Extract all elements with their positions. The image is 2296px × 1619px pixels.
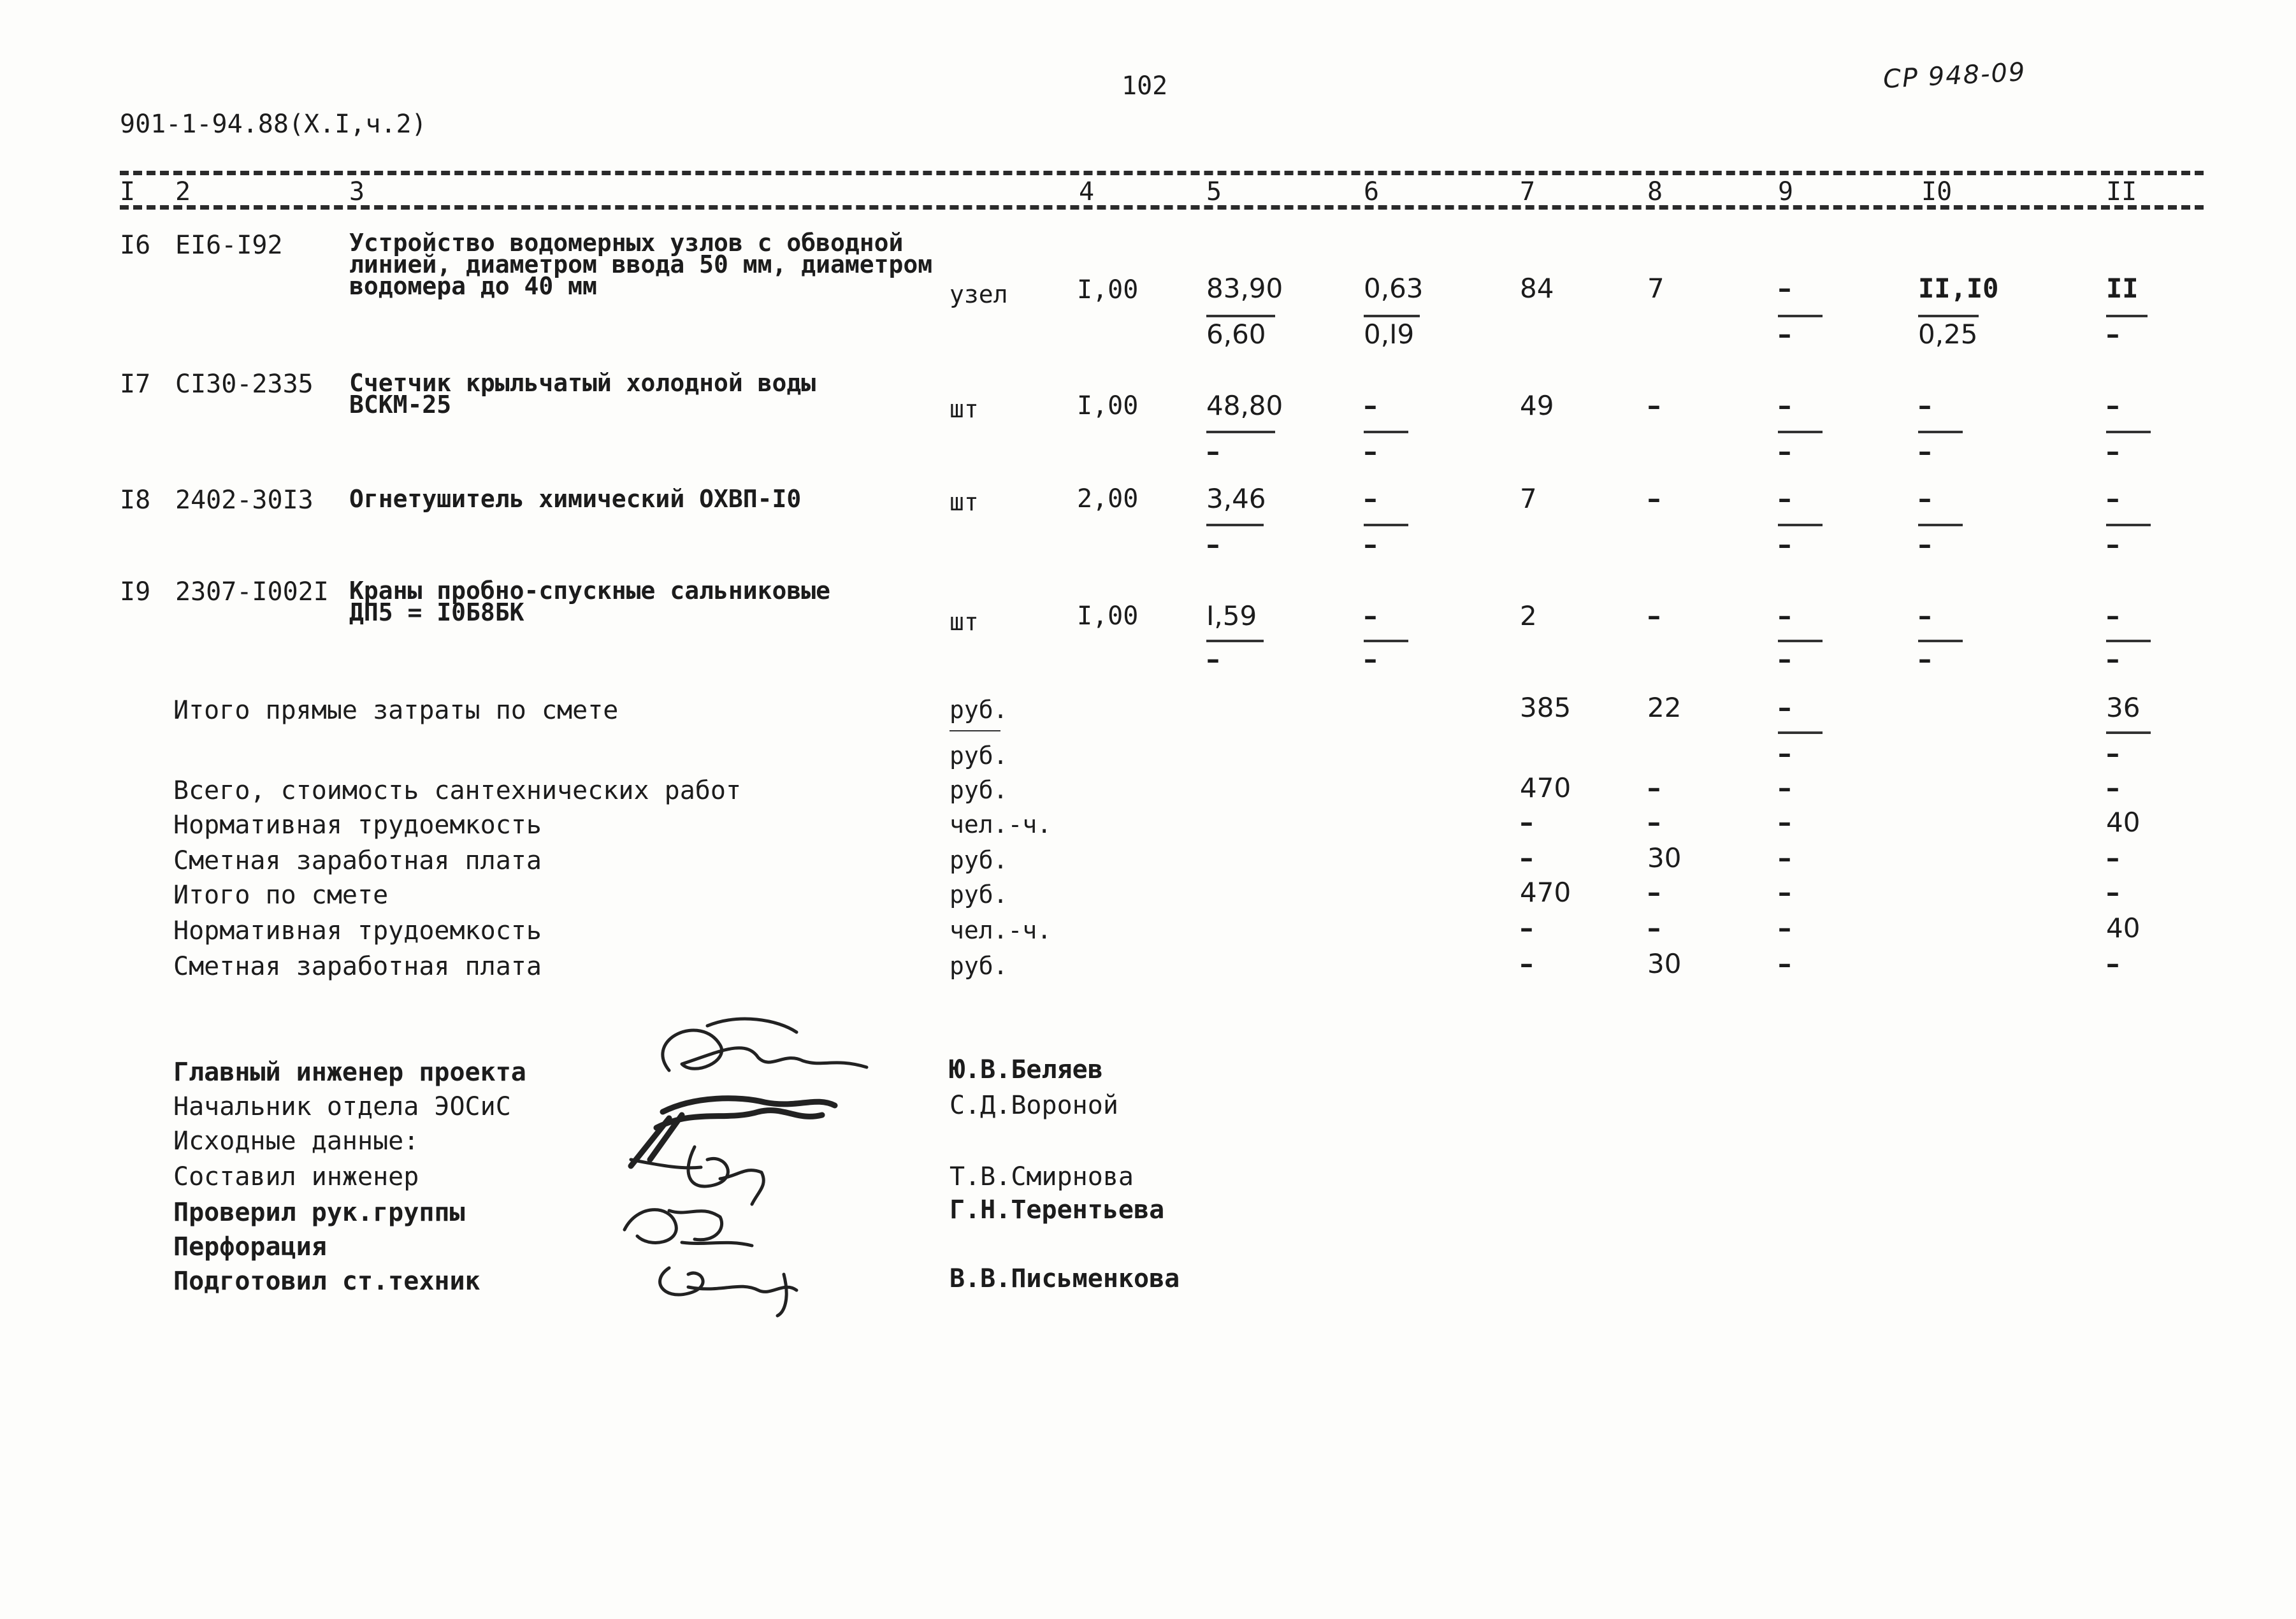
machine-wage: – bbox=[1364, 529, 1377, 560]
totals-col7: – bbox=[1520, 842, 1533, 874]
col-header-5: 5 bbox=[1206, 177, 1222, 206]
col-header-1: I bbox=[120, 177, 136, 206]
cost-per-unit: 83,90 bbox=[1206, 273, 1283, 304]
quantity: I,00 bbox=[1077, 391, 1139, 421]
labor-per-unit: II,I0 bbox=[1918, 273, 1999, 304]
description-line: Устройство водомерных узлов с обводной bbox=[349, 229, 904, 257]
total-cost: 84 bbox=[1520, 273, 1554, 304]
labor-machine-total: – bbox=[2106, 436, 2119, 467]
totals-col7: – bbox=[1520, 948, 1533, 979]
totals-col7: – bbox=[1520, 912, 1533, 944]
wage-per-unit: 6,60 bbox=[1206, 319, 1266, 350]
totals-unit: руб. bbox=[949, 952, 1008, 980]
labor-total: II bbox=[2106, 273, 2139, 304]
unit: шт bbox=[949, 488, 979, 516]
totals-unit: руб. bbox=[949, 881, 1008, 909]
totals-col7: – bbox=[1520, 807, 1533, 838]
handwritten-signatures bbox=[593, 1000, 924, 1319]
fraction-line bbox=[1206, 640, 1264, 642]
machine-cost: 0,63 bbox=[1364, 273, 1424, 304]
machine-cost: – bbox=[1364, 483, 1377, 514]
fraction-line bbox=[2106, 640, 2151, 642]
description-line: Огнетушитель химический ОХВП-I0 bbox=[349, 485, 802, 513]
col9-bottom: – bbox=[1778, 436, 1791, 467]
col-header-8: 8 bbox=[1647, 177, 1663, 206]
cost-per-unit: I,59 bbox=[1206, 600, 1257, 631]
totals-col9: – bbox=[1778, 912, 1791, 944]
totals-label: Итого прямые затраты по смете bbox=[173, 696, 619, 725]
totals-col11: – bbox=[2106, 772, 2119, 803]
col9-top: – bbox=[1778, 390, 1791, 421]
labor-machine-total: – bbox=[2106, 644, 2119, 675]
labor-machine-per-unit: – bbox=[1918, 644, 1931, 675]
totals-col11: 36 bbox=[2106, 692, 2141, 723]
totals-col9: – bbox=[1778, 877, 1791, 908]
document-code: 901-1-94.88(X.I,ч.2) bbox=[120, 110, 427, 139]
fraction-line bbox=[1364, 431, 1408, 433]
fraction-line bbox=[1206, 315, 1275, 317]
labor-total: – bbox=[2106, 600, 2119, 631]
signature-role: Подготовил ст.техник bbox=[173, 1267, 480, 1296]
fraction-line bbox=[2106, 315, 2148, 317]
signature-role: Составил инженер bbox=[173, 1162, 419, 1191]
description-line: Счетчик крыльчатый холодной воды bbox=[349, 369, 816, 397]
unit: узел bbox=[949, 280, 1008, 308]
col9-bottom: – bbox=[1778, 644, 1791, 675]
totals-unit: руб. bbox=[949, 776, 1008, 804]
description-line: ВСКМ-25 bbox=[349, 391, 452, 419]
col-header-11: II bbox=[2106, 177, 2137, 206]
signature-name: В.В.Письменкова bbox=[949, 1264, 1180, 1293]
labor-machine-per-unit: – bbox=[1918, 436, 1931, 467]
quantity: I,00 bbox=[1077, 601, 1139, 631]
fraction-line bbox=[949, 730, 1000, 731]
col-header-2: 2 bbox=[175, 177, 191, 206]
totals-col8: 30 bbox=[1647, 948, 1682, 979]
totals-col7: 470 bbox=[1520, 877, 1571, 908]
labor-per-unit: – bbox=[1918, 600, 1931, 631]
total-wage: – bbox=[1647, 483, 1661, 514]
fraction-line bbox=[1364, 524, 1408, 526]
cost-per-unit: 48,80 bbox=[1206, 390, 1283, 421]
signature-name: Г.Н.Терентьева bbox=[949, 1195, 1165, 1225]
document-stamp: СР 948-09 bbox=[1882, 57, 2027, 94]
signature-role: Начальник отдела ЭОСиС bbox=[173, 1092, 511, 1121]
col9-bottom: – bbox=[1778, 319, 1791, 350]
col-header-4: 4 bbox=[1079, 177, 1095, 206]
machine-wage: – bbox=[1364, 436, 1377, 467]
labor-total: – bbox=[2106, 390, 2119, 421]
price-code: EI6-I92 bbox=[175, 231, 283, 260]
signature-role: Главный инженер проекта bbox=[173, 1058, 526, 1087]
fraction-line bbox=[1206, 524, 1264, 526]
row-number: I7 bbox=[120, 370, 151, 399]
totals-col8: – bbox=[1647, 807, 1661, 838]
price-code: 2402-30I3 bbox=[175, 486, 314, 515]
totals-col11: 40 bbox=[2106, 807, 2141, 838]
col-header-6: 6 bbox=[1364, 177, 1380, 206]
description-line: водомера до 40 мм bbox=[349, 272, 597, 300]
fraction-line bbox=[2106, 431, 2151, 433]
totals-col11: 40 bbox=[2106, 912, 2141, 944]
total-wage: – bbox=[1647, 600, 1661, 631]
row-number: I6 bbox=[120, 231, 151, 260]
col-header-10: I0 bbox=[1921, 177, 1953, 206]
fraction-line bbox=[1778, 731, 1823, 734]
fraction-line bbox=[1918, 524, 1963, 526]
totals-col8: – bbox=[1647, 912, 1661, 944]
totals-col8: – bbox=[1647, 877, 1661, 908]
totals-col8: 22 bbox=[1647, 692, 1682, 723]
description-line: Краны пробно-спускные сальниковые bbox=[349, 577, 830, 605]
row-description bbox=[349, 229, 933, 300]
price-code: CI30-2335 bbox=[175, 370, 314, 399]
unit: шт bbox=[949, 608, 979, 636]
row-description bbox=[349, 577, 830, 626]
totals-col11: – bbox=[2106, 877, 2119, 908]
signature-name: Ю.В.Беляев bbox=[949, 1055, 1103, 1084]
totals-col8: – bbox=[1647, 772, 1661, 803]
totals-col11: – bbox=[2106, 738, 2119, 769]
labor-total: – bbox=[2106, 483, 2119, 514]
totals-unit: руб. bbox=[949, 742, 1008, 770]
machine-wage: 0,I9 bbox=[1364, 319, 1415, 350]
totals-label: Нормативная трудоемкость bbox=[173, 916, 542, 946]
totals-label: Сметная заработная плата bbox=[173, 952, 542, 981]
totals-col9: – bbox=[1778, 842, 1791, 874]
machine-cost: – bbox=[1364, 390, 1377, 421]
col9-top: – bbox=[1778, 273, 1791, 304]
header-rule-bottom bbox=[120, 205, 2204, 210]
col-header-9: 9 bbox=[1778, 177, 1794, 206]
totals-col11: – bbox=[2106, 842, 2119, 874]
totals-col9: – bbox=[1778, 738, 1791, 769]
totals-unit: руб. bbox=[949, 696, 1008, 724]
quantity: I,00 bbox=[1077, 275, 1139, 305]
unit: шт bbox=[949, 395, 979, 423]
page-number: 102 bbox=[1122, 71, 1168, 101]
col9-bottom: – bbox=[1778, 529, 1791, 560]
totals-unit: чел.-ч. bbox=[949, 810, 1052, 838]
wage-per-unit: – bbox=[1206, 436, 1220, 467]
machine-cost: – bbox=[1364, 600, 1377, 631]
description-line: ДП5 = I0Б8БК bbox=[349, 598, 524, 626]
totals-label: Всего, стоимость сантехнических работ bbox=[173, 776, 742, 805]
row-description bbox=[349, 485, 802, 513]
totals-col9: – bbox=[1778, 692, 1791, 723]
signature-role: Проверил рук.группы bbox=[173, 1198, 465, 1227]
labor-machine-per-unit: – bbox=[1918, 529, 1931, 560]
fraction-line bbox=[1206, 431, 1275, 433]
labor-per-unit: – bbox=[1918, 483, 1931, 514]
totals-col9: – bbox=[1778, 772, 1791, 803]
price-code: 2307-I002I bbox=[175, 577, 329, 607]
fraction-line bbox=[1778, 524, 1823, 526]
signature-role: Перфорация bbox=[173, 1232, 327, 1262]
signature-name: Т.В.Смирнова bbox=[949, 1162, 1134, 1191]
row-description bbox=[349, 369, 816, 419]
fraction-line bbox=[1364, 640, 1408, 642]
labor-machine-per-unit: 0,25 bbox=[1918, 319, 1978, 350]
totals-col7: 385 bbox=[1520, 692, 1571, 723]
machine-wage: – bbox=[1364, 644, 1377, 675]
wage-per-unit: – bbox=[1206, 644, 1220, 675]
signature-name: С.Д.Вороной bbox=[949, 1091, 1118, 1120]
totals-label: Сметная заработная плата bbox=[173, 846, 542, 875]
total-cost: 2 bbox=[1520, 600, 1537, 631]
totals-col9: – bbox=[1778, 948, 1791, 979]
total-cost: 7 bbox=[1520, 483, 1537, 514]
fraction-line bbox=[1778, 640, 1823, 642]
fraction-line bbox=[1918, 315, 1979, 317]
fraction-line bbox=[1918, 431, 1963, 433]
total-wage: – bbox=[1647, 390, 1661, 421]
fraction-line bbox=[1364, 315, 1420, 317]
total-cost: 49 bbox=[1520, 390, 1554, 421]
col9-top: – bbox=[1778, 483, 1791, 514]
labor-machine-total: – bbox=[2106, 529, 2119, 560]
labor-machine-total: – bbox=[2106, 319, 2119, 350]
total-wage: 7 bbox=[1647, 273, 1664, 304]
col-header-3: 3 bbox=[349, 177, 365, 206]
signature-role: Исходные данные: bbox=[173, 1126, 419, 1156]
quantity: 2,00 bbox=[1077, 484, 1139, 514]
totals-col8: 30 bbox=[1647, 842, 1682, 874]
totals-col7: 470 bbox=[1520, 772, 1571, 803]
row-number: I8 bbox=[120, 486, 151, 515]
labor-per-unit: – bbox=[1918, 390, 1931, 421]
fraction-line bbox=[1778, 315, 1823, 317]
fraction-line bbox=[2106, 524, 2151, 526]
wage-per-unit: – bbox=[1206, 529, 1220, 560]
header-rule-top bbox=[120, 171, 2204, 175]
fraction-line bbox=[1778, 431, 1823, 433]
row-number: I9 bbox=[120, 577, 151, 607]
fraction-line bbox=[1918, 640, 1963, 642]
col9-top: – bbox=[1778, 600, 1791, 631]
totals-col11: – bbox=[2106, 948, 2119, 979]
fraction-line bbox=[2106, 731, 2151, 734]
totals-unit: руб. bbox=[949, 846, 1008, 874]
col-header-7: 7 bbox=[1520, 177, 1536, 206]
description-line: линией, диаметром ввода 50 мм, диаметром bbox=[349, 250, 933, 278]
totals-label: Итого по смете bbox=[173, 881, 389, 910]
totals-col9: – bbox=[1778, 807, 1791, 838]
totals-unit: чел.-ч. bbox=[949, 916, 1052, 944]
totals-label: Нормативная трудоемкость bbox=[173, 810, 542, 840]
cost-per-unit: 3,46 bbox=[1206, 483, 1266, 514]
